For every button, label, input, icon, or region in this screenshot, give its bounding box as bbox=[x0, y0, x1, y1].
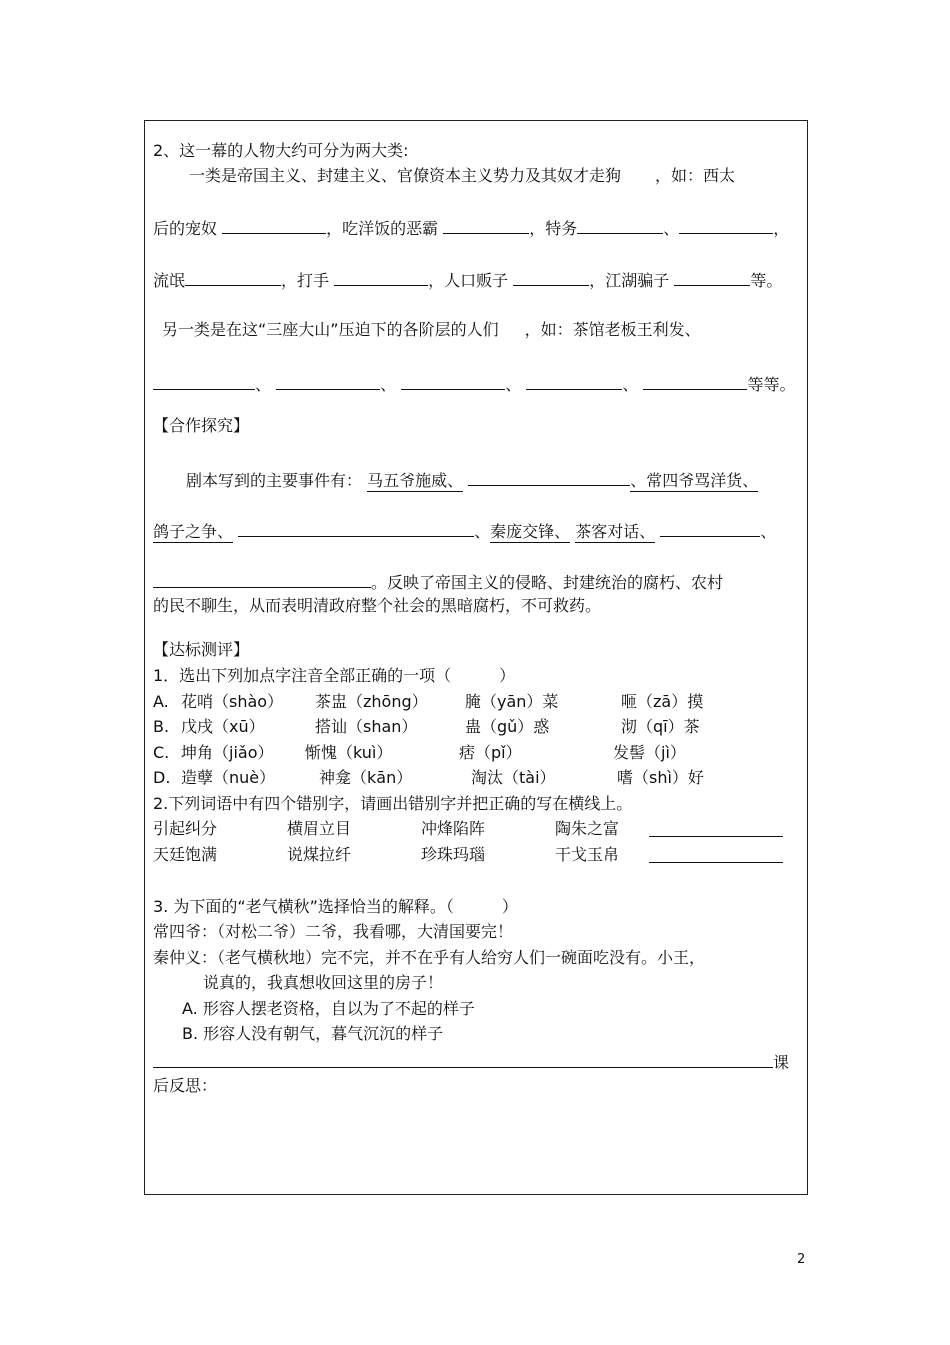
section2-l1-tail: ，如：西太 bbox=[655, 166, 736, 185]
answer-blank[interactable] bbox=[153, 372, 255, 390]
option-item: 戊戌（xū） bbox=[181, 717, 265, 736]
q3-dialogue-2-cont: 说真的，我真想收回这里的房子！ bbox=[203, 973, 444, 992]
section2-line4 bbox=[162, 320, 701, 340]
answer-blank[interactable] bbox=[222, 216, 326, 234]
label-deng: 等。 bbox=[750, 271, 783, 290]
event-gezi: 鸽子之争、 bbox=[153, 522, 234, 541]
answer-blank[interactable] bbox=[577, 216, 663, 234]
option-item: 痞（pǐ） bbox=[459, 743, 522, 762]
test-heading: 【达标测评】 bbox=[153, 640, 250, 659]
correction-blank[interactable] bbox=[649, 845, 783, 863]
answer-blank[interactable] bbox=[526, 372, 622, 390]
option-label: C. bbox=[153, 743, 170, 762]
section2-l1-text: 一类是帝国主义、封建主义、官僚资本主义势力及其奴才走狗 bbox=[189, 166, 622, 185]
q3-prompt: 3. 为下面的“老气横秋”选择恰当的解释。（ ） bbox=[153, 897, 518, 916]
option-item: 花哨（shào） bbox=[181, 692, 284, 711]
q2-row-1 bbox=[153, 819, 620, 839]
coop-line3 bbox=[153, 570, 723, 593]
separator: 、 bbox=[474, 522, 491, 541]
q2-word: 说煤拉纤 bbox=[287, 845, 352, 864]
reflection-blank[interactable] bbox=[153, 1050, 773, 1068]
option-item: 淘汰（tài） bbox=[471, 768, 556, 787]
coop-intro: 剧本写到的主要事件有： bbox=[186, 471, 363, 490]
separator: 、 bbox=[380, 375, 397, 394]
option-item: 搭讪（shan） bbox=[315, 717, 418, 736]
q1-option-a[interactable] bbox=[153, 692, 704, 712]
label-chongnu: 后的宠奴 bbox=[153, 219, 218, 238]
answer-blank[interactable] bbox=[643, 372, 747, 390]
section2-l4-tail: ，如：茶馆老板王利发、 bbox=[524, 320, 701, 339]
coop-heading: 【合作探究】 bbox=[153, 416, 250, 435]
option-item: 沏（qī）茶 bbox=[621, 717, 700, 736]
separator: ， bbox=[773, 219, 790, 238]
q2-prompt: 2.下列词语中有四个错别字，请画出错别字并把正确的写在横线上。 bbox=[153, 794, 633, 813]
reflection-label: 后反思： bbox=[153, 1076, 218, 1095]
option-item: 造孽（nuè） bbox=[181, 768, 276, 787]
q2-word: 横眉立目 bbox=[287, 819, 352, 838]
separator: 、 bbox=[663, 219, 680, 238]
event-mawuye: 马五爷施威、 bbox=[367, 471, 464, 490]
label-dashou: ，打手 bbox=[281, 271, 330, 290]
answer-blank[interactable] bbox=[185, 268, 281, 286]
separator: 、 bbox=[255, 375, 272, 394]
answer-blank[interactable] bbox=[238, 519, 474, 537]
section2-line3 bbox=[153, 268, 782, 291]
coop-line2 bbox=[153, 519, 776, 542]
answer-blank[interactable] bbox=[276, 372, 380, 390]
answer-blank[interactable] bbox=[513, 268, 589, 286]
option-item: 坤角（jiǎo） bbox=[181, 743, 274, 762]
section2-line1 bbox=[189, 166, 735, 186]
q1-option-c[interactable] bbox=[153, 743, 686, 763]
q2-word: 陶朱之富 bbox=[555, 819, 620, 838]
section2-line2 bbox=[153, 216, 789, 239]
q3-dialogue-1: 常四爷：（对松二爷）二爷，我看哪，大清国要完！ bbox=[153, 922, 514, 941]
option-item: 神龛（kān） bbox=[319, 768, 413, 787]
answer-blank[interactable] bbox=[679, 216, 773, 234]
label-eba: ，吃洋饭的恶霸 bbox=[326, 219, 439, 238]
separator: 、 bbox=[760, 522, 777, 541]
q1-option-b[interactable] bbox=[153, 717, 700, 737]
q2-word: 冲烽陷阵 bbox=[421, 819, 486, 838]
section2-line5 bbox=[153, 372, 795, 395]
label-tewu: ，特务 bbox=[529, 219, 578, 238]
coop-line4: 的民不聊生，从而表明清政府整个社会的黑暗腐朽，不可救药。 bbox=[153, 596, 602, 615]
q2-word: 引起纠分 bbox=[153, 819, 218, 838]
q3-option-a[interactable]: A. 形容人摆老资格，自以为了不起的样子 bbox=[182, 999, 475, 1018]
answer-blank[interactable] bbox=[674, 268, 750, 286]
section2-l4-text: 另一类是在这“三座大山”压迫下的各阶层的人们 bbox=[162, 320, 499, 339]
option-item: 发髻（jì） bbox=[613, 743, 686, 762]
reflection-label-a: 课 bbox=[773, 1053, 790, 1072]
answer-blank[interactable] bbox=[401, 372, 505, 390]
page-number: 2 bbox=[797, 1252, 806, 1267]
q1-option-d[interactable] bbox=[153, 768, 704, 788]
label-pianzi: ，江湖骗子 bbox=[589, 271, 670, 290]
separator: 、 bbox=[505, 375, 522, 394]
q1-prompt: 1．选出下列加点字注音全部正确的一项（ ） bbox=[153, 666, 516, 685]
q2-row-2 bbox=[153, 845, 620, 865]
answer-blank[interactable] bbox=[334, 268, 428, 286]
q2-word: 干戈玉帛 bbox=[555, 845, 620, 864]
option-label: B. bbox=[153, 717, 170, 736]
reflection-line bbox=[153, 1050, 789, 1073]
label-liumang: 流氓 bbox=[153, 271, 186, 290]
option-item: 蛊（gǔ）惑 bbox=[465, 717, 550, 736]
answer-blank[interactable] bbox=[443, 216, 529, 234]
option-item: 茶盅（zhōng） bbox=[315, 692, 428, 711]
correction-blank[interactable] bbox=[649, 819, 783, 837]
option-item: 腌（yān）菜 bbox=[465, 692, 559, 711]
separator: 、 bbox=[622, 375, 639, 394]
q2-word: 珍珠玛瑙 bbox=[421, 845, 486, 864]
option-item: 嗜（shì）好 bbox=[617, 768, 704, 787]
q3-dialogue-2: 秦仲义：（老气横秋地）完不完，并不在乎有人给穷人们一碗面吃没有。小王， bbox=[153, 948, 706, 967]
event-changsiye: 、常四爷骂洋货、 bbox=[630, 471, 759, 490]
event-qinpang: 秦庞交锋、 bbox=[490, 522, 571, 541]
label-dengdeng: 等等。 bbox=[747, 375, 796, 394]
option-item: 咂（zā）摸 bbox=[621, 692, 704, 711]
event-chake: 茶客对话、 bbox=[575, 522, 656, 541]
option-item: 惭愧（kuì） bbox=[305, 743, 393, 762]
coop-line1 bbox=[186, 468, 758, 491]
option-label: A. bbox=[153, 692, 169, 711]
option-label: D. bbox=[153, 768, 171, 787]
coop-summary: 。反映了帝国主义的侵略、封建统治的腐朽、农村 bbox=[371, 573, 724, 592]
q2-word: 天廷饱满 bbox=[153, 845, 218, 864]
section2-heading: 2、这一幕的人物大约可分为两大类: bbox=[153, 141, 409, 160]
answer-blank[interactable] bbox=[153, 570, 371, 588]
label-fanzi: ，人口贩子 bbox=[428, 271, 509, 290]
q3-option-b[interactable]: B. 形容人没有朝气，暮气沉沉的样子 bbox=[182, 1024, 444, 1043]
answer-blank[interactable] bbox=[660, 519, 760, 537]
answer-blank[interactable] bbox=[468, 468, 630, 486]
